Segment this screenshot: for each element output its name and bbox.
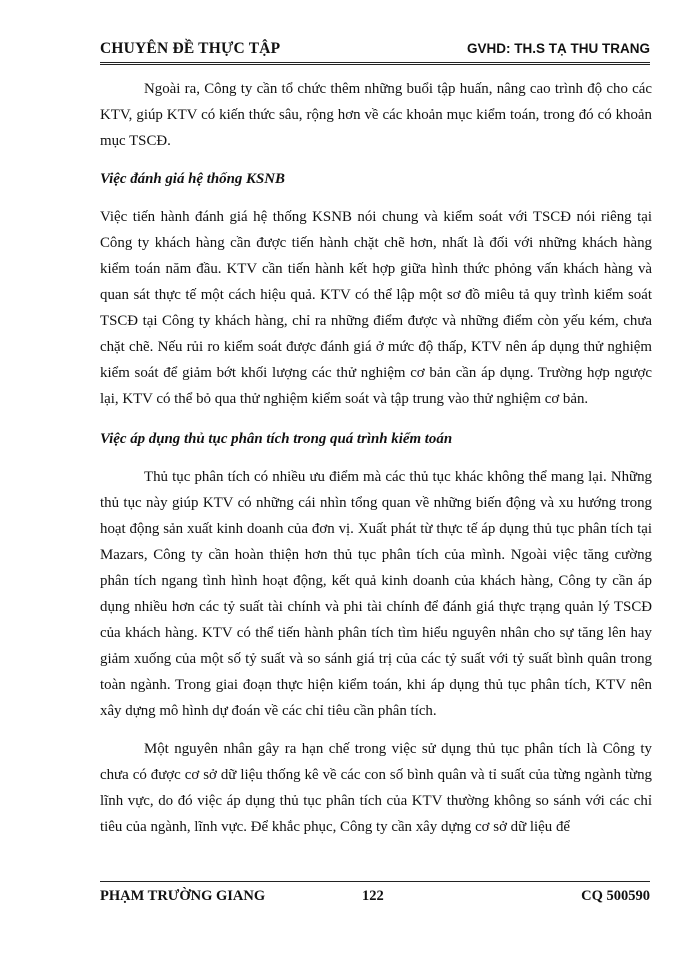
footer-class-code: CQ 500590	[581, 888, 650, 904]
paragraph-limitation: Một nguyên nhân gây ra hạn chế trong việc sử dụng thủ tục phân tích là Công ty chưa có được cơ sở dữ liệu thống kê về các con số bình quân và tỉ suất của từng ngành từng lĩnh vực, do đó việc áp dụng thủ tục phân tích của KTV thường không so sánh với các chỉ tiêu của ngành, lĩnh vực. Để khắc phục, Công ty cần xây dựng cơ sở dữ liệu để	[100, 741, 652, 835]
section-heading-analytical: Việc áp dụng thủ tục phân tích trong quá trình kiểm toán	[100, 431, 453, 447]
page-body	[100, 76, 652, 840]
paragraph-training: Ngoài ra, Công ty cần tổ chức thêm những buổi tập huấn, nâng cao trình độ cho các KTV, giúp KTV có kiến thức sâu, rộng hơn về các khoản mục kiểm toán, trong đó có khoản mục TSCĐ.	[100, 81, 652, 149]
header-title: CHUYÊN ĐỀ THỰC TẬP	[100, 40, 281, 57]
header-supervisor: GVHD: TH.S TẠ THU TRANG	[467, 41, 650, 56]
paragraph-ksnb: Việc tiến hành đánh giá hệ thống KSNB nói chung và kiểm soát với TSCĐ nói riêng tại Công ty khách hàng cần được tiến hành chặt chẽ hơn, nhất là đối với những khách hàng kiểm toán năm đầu. KTV cần tiến hành kết hợp giữa hình thức phỏng vấn khách hàng và quan sát thực tế một cách hiệu quả. KTV có thể lập một sơ đồ miêu tả quy trình kiểm soát TSCĐ tại Công ty khách hàng, chỉ ra những điểm được và những điểm còn yếu kém, chưa chặt chẽ. Nếu rủi ro kiểm soát được đánh giá ở mức độ thấp, KTV nên áp dụng thử nghiệm kiểm soát để giảm bớt khối lượng các thử nghiệm cơ bản cần áp dụng. Trường hợp ngược lại, KTV có thể bỏ qua thử nghiệm kiểm soát và tập trung vào thử nghiệm cơ bản.	[100, 209, 652, 407]
section-heading-ksnb: Việc đánh giá hệ thống KSNB	[100, 171, 285, 187]
page-footer	[100, 881, 650, 906]
paragraph-analytical: Thủ tục phân tích có nhiều ưu điểm mà các thủ tục khác không thể mang lại. Những thủ tục này giúp KTV có những cái nhìn tổng quan về những biến động và xu hướng trong hoạt động sản xuất kinh doanh của đơn vị. Xuất phát từ thực tế áp dụng thủ tục phân tích tại Mazars, Công ty cần hoàn thiện hơn thủ tục phân tích của mình. Ngoài việc tăng cường phân tích ngang tình hình hoạt động, kết quả kinh doanh của khách hàng, Công ty cần áp dụng nhiều hơn các tỷ suất tài chính và phi tài chính để đánh giá thực trạng quản lý TSCĐ của khách hàng. KTV có thể tiến hành phân tích tìm hiểu nguyên nhân cho sự tăng lên hay giảm xuống của một số tỷ suất và so sánh giá trị của các tỷ suất với tỷ suất bình quân trong toàn ngành. Trong giai đoạn thực hiện kiểm toán, khi áp dụng thủ tục phân tích, KTV nên xây dựng mô hình dự đoán về các chỉ tiêu cần phân tích.	[100, 469, 652, 719]
page-header	[100, 40, 650, 65]
page-number: 122	[362, 888, 384, 904]
footer-author: PHẠM TRƯỜNG GIANG	[100, 888, 266, 904]
